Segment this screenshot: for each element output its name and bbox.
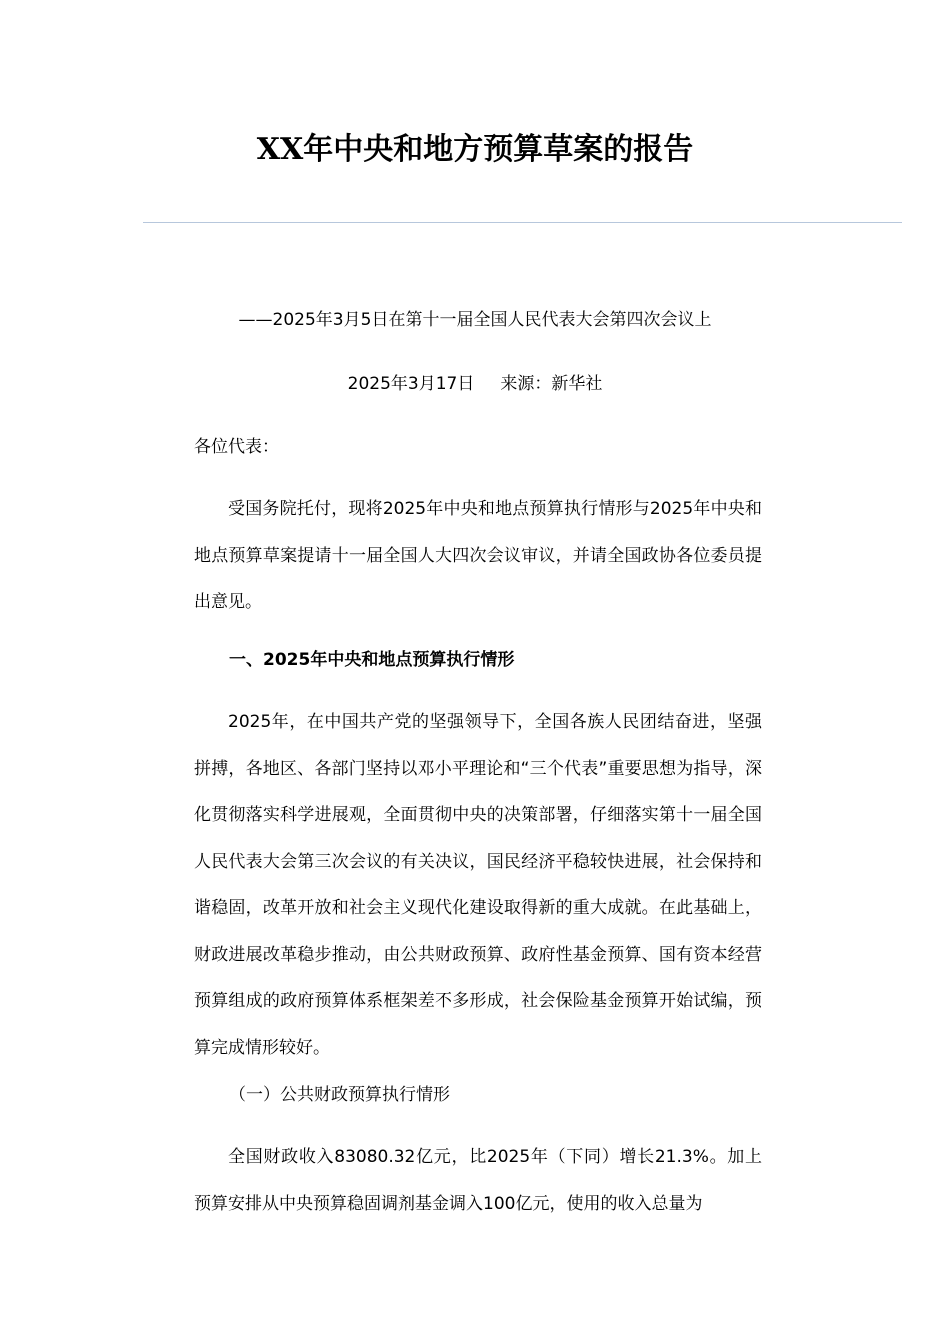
document-subtitle: ——2025年3月5日在第十一届全国人民代表大会第四次会议上: [238, 310, 712, 330]
section-heading-1: 一、2025年中央和地点预算执行情形: [229, 650, 515, 670]
publish-date: 2025年3月17日: [347, 374, 475, 394]
title-divider: [143, 222, 902, 223]
paragraph-overview: 2025年，在中国共产党的坚强领导下，全国各族人民团结奋进，坚强拼搏，各地区、各部门坚持以邓小平理论和“三个代表”重要思想为指导，深化贯彻落实科学进展观，全面贯彻中央的决策部署，仔细落实第十一届全国人民代表大会第三次会议的有关决议，国民经济平稳较快进展，社会保持和谐稳固，改革开放和社会主义现代化建设取得新的重大成就。在此基础上，财政进展改革稳步推动，由公共财政预算、政府性基金预算、国有资本经营预算组成的政府预算体系框架差不多形成，社会保险基金预算开始试编，预算完成情形较好。: [194, 712, 762, 1058]
date-source-line: [0, 372, 950, 396]
document-title: XX年中央和地方预算草案的报告: [256, 132, 694, 167]
subsection-heading-1: （一）公共财政预算执行情形: [229, 1085, 450, 1105]
paragraph-intro: 受国务院托付，现将2025年中央和地点预算执行情形与2025年中央和地点预算草案提请十一届全国人大四次会议审议，并请全国政协各位委员提出意见。: [194, 499, 762, 612]
source-label: 来源：新华社: [500, 374, 603, 394]
greeting: 各位代表：: [194, 437, 279, 457]
paragraph-revenue: 全国财政收入83080.32亿元，比2025年（下同）增长21.3%。加上预算安排从中央预算稳固调剂基金调入100亿元，使用的收入总量为: [194, 1147, 762, 1214]
